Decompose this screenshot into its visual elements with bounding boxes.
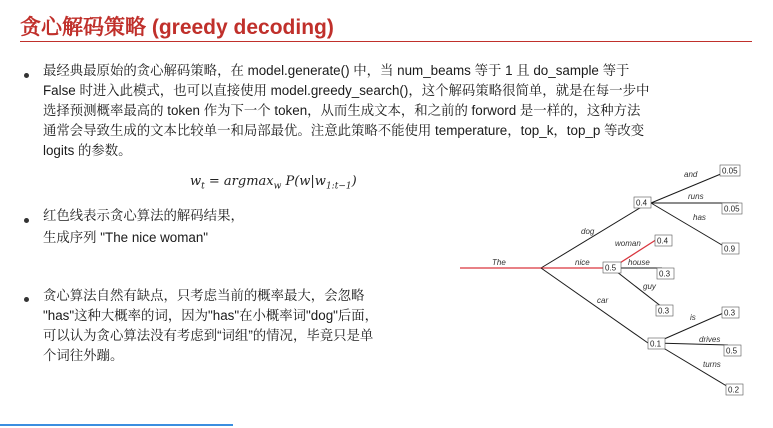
prob-is xyxy=(722,307,739,318)
edge-label-and: and xyxy=(684,170,698,179)
bullet-1-line: 最经典最原始的贪心解码策略，在 model.generate() 中，当 num_beams 等于 1 且 do_sample 等于 xyxy=(43,63,630,78)
slide-title: 贪心解码策略 (greedy decoding) xyxy=(20,16,334,39)
prob-nice xyxy=(603,262,621,273)
prob-car xyxy=(648,338,665,349)
bullet-1-line: 通常会导致生成的文本比较单一和局部最优。注意此策略不能使用 temperature，top_k，top_p 等改变 xyxy=(43,123,645,138)
edge-label-house: house xyxy=(628,258,650,267)
bullet-3-line: "has"这种大概率的词，因为"has"在小概率词"dog"后面， xyxy=(43,308,379,323)
bullet-3-line: 贪心算法自然有缺点，只考虑当前的概率最大，会忽略 xyxy=(43,288,365,303)
prob-has xyxy=(722,243,739,254)
formula-text: $w_t = argmax_w$ $P(w|w_{1:t-1})$ xyxy=(190,174,357,192)
bullet-2-line: 红色线表示贪心算法的解码结果， xyxy=(43,208,244,223)
bullet-2-line: 生成序列 "The nice woman" xyxy=(43,230,209,245)
bullet-3-line: 个词往外蹦。 xyxy=(43,348,124,363)
prob-value: 0.5 xyxy=(605,263,617,273)
footer-accent-line xyxy=(0,424,233,426)
edge-label-is: is xyxy=(690,313,696,322)
edge-label-dog: dog xyxy=(581,227,595,236)
edge-car xyxy=(541,268,648,343)
prob-value: 0.05 xyxy=(722,166,738,176)
edge-label-runs: runs xyxy=(688,192,704,201)
prob-value: 0.3 xyxy=(659,269,671,279)
prob-value: 0.05 xyxy=(724,204,740,214)
prob-woman xyxy=(655,235,672,246)
prob-value: 0.3 xyxy=(658,306,670,316)
prob-value: 0.4 xyxy=(657,236,669,246)
prob-value: 0.9 xyxy=(724,244,736,254)
prob-value: 0.2 xyxy=(728,385,740,395)
prob-value: 0.5 xyxy=(726,346,738,356)
prob-value: 0.4 xyxy=(636,198,648,208)
prob-dog xyxy=(634,197,651,208)
bullet-3-line: 可以认为贪心算法没有考虑到“词组”的情况，毕竟只是单 xyxy=(43,328,374,343)
bullet-1-line: False 时进入此模式，也可以直接使用 model.greedy_search()，这个解码策略很简单，就是在每一步中 xyxy=(43,83,650,98)
bullet-1-line: logits 的参数。 xyxy=(43,143,132,158)
edge-label-turns: turns xyxy=(703,360,721,369)
prob-and xyxy=(720,165,740,176)
edge-label-drives: drives xyxy=(699,335,721,344)
edge-label-nice: nice xyxy=(575,258,590,267)
edge-label-has: has xyxy=(693,213,706,222)
node-label-root: The xyxy=(492,258,506,267)
prob-turns xyxy=(726,384,743,395)
prob-drives xyxy=(724,345,741,356)
edge-label-woman: woman xyxy=(615,239,641,248)
edge-label-guy: guy xyxy=(643,282,656,291)
prob-value: 0.3 xyxy=(724,308,736,318)
edge-label-car: car xyxy=(597,296,609,305)
prob-guy xyxy=(656,305,673,316)
prob-house xyxy=(657,268,674,279)
bullet-1-line: 选择预测概率最高的 token 作为下一个 token，从而生成文本，和之前的 forword 是一样的，这种方法 xyxy=(43,103,641,118)
prob-runs xyxy=(722,203,742,214)
prob-value: 0.1 xyxy=(650,339,662,349)
